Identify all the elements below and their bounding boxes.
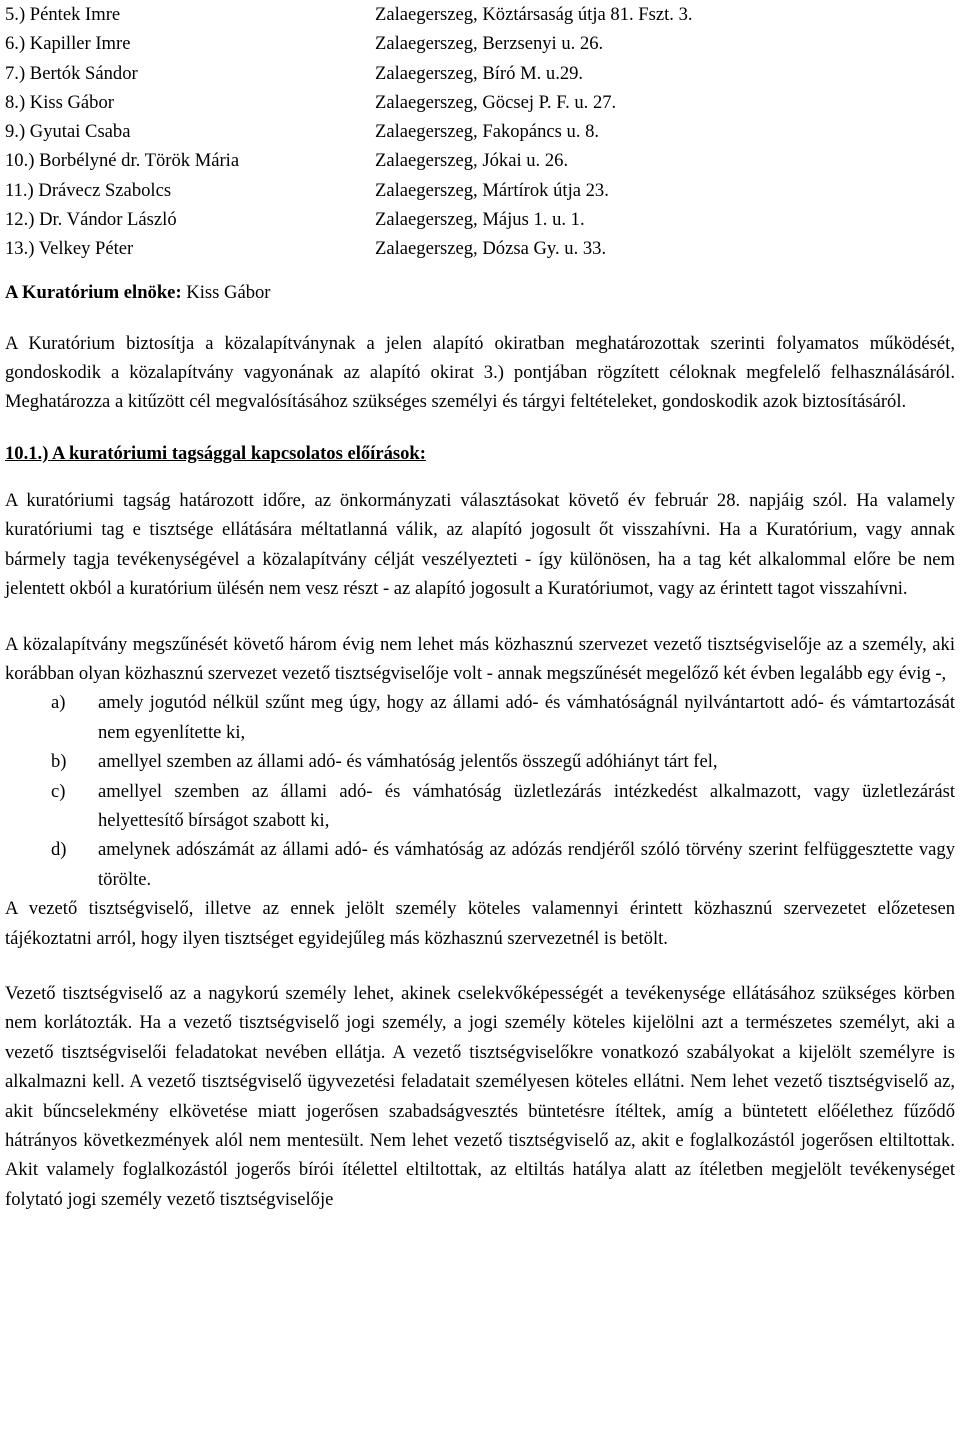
member-address: Zalaegerszeg, Köztársaság útja 81. Fszt. 3. — [375, 4, 693, 25]
member-name: 12.) Dr. Vándor László — [5, 209, 177, 231]
president-line — [5, 278, 955, 307]
member-row — [5, 88, 955, 117]
member-row — [5, 117, 955, 146]
condition-list — [5, 688, 955, 894]
list-item — [5, 747, 955, 776]
member-list — [5, 0, 955, 264]
dissolution-intro-paragraph: A közalapítvány megszűnését követő három évig nem lehet más közhasznú szervezet vezető tisztségviselője az a személy, aki korábban olyan közhasznú szervezet vezető tisztségviselője volt - annak megszűnését megelőző két évben legalább egy évig -, — [5, 633, 955, 684]
list-item-text: amellyel szemben az állami adó- és vámhatóság jelentős összegű adóhiányt tárt fel, — [98, 751, 718, 773]
board-paragraph: A Kuratórium biztosítja a közalapítványnak a jelen alapító okiratban meghatározottak szerinti folyamatos működését, gondoskodik a közalapítvány vagyonának az alapító okirat 3.) pontjában rögzített céloknak megfelelő felhasználásáról. Meghatározza a kitűzött cél megvalósításához szükséges személyi és tárgyi feltételeket, gondoskodik azok biztosításáról. — [5, 332, 955, 413]
member-address: Zalaegerszeg, Bíró M. u.29. — [375, 62, 584, 84]
list-item-text: amellyel szemben az állami adó- és vámhatóság üzletlezárás intézkedést alkalmazott, vagy üzletlezárást helyettesítő bírságot szabott ki, — [98, 780, 955, 831]
member-address: Zalaegerszeg, Fakopáncs u. 8. — [375, 121, 600, 143]
member-name: 6.) Kapiller Imre — [5, 33, 131, 55]
list-item-label: c) — [51, 780, 66, 802]
member-name: 5.) Péntek Imre — [5, 4, 121, 25]
list-item — [5, 688, 955, 747]
list-item-text: amely jogutód nélkül szűnt meg úgy, hogy az állami adó- és vámhatóságnál nyilvántartott adó- és vámtartozását nem egyenlítette ki, — [98, 692, 955, 743]
member-row — [5, 234, 955, 263]
member-row — [5, 59, 955, 88]
member-address: Zalaegerszeg, Május 1. u. 1. — [375, 209, 585, 231]
member-address: Zalaegerszeg, Jókai u. 26. — [375, 150, 569, 172]
list-item-label: a) — [51, 692, 66, 714]
member-row — [5, 29, 955, 58]
member-name: 10.) Borbélyné dr. Török Mária — [5, 150, 240, 172]
member-name: 11.) Drávecz Szabolcs — [5, 179, 172, 201]
member-name: 8.) Kiss Gábor — [5, 91, 114, 113]
member-row — [5, 176, 955, 205]
list-item — [5, 835, 955, 894]
inform-paragraph: A vezető tisztségviselő, illetve az ennek jelölt személy köteles valamennyi érintett közhasznú szervezetet előzetesen tájékoztatni arról, hogy ilyen tisztséget egyidejűleg más közhasznú szervezetnél is betölt. — [5, 898, 955, 949]
member-name: 7.) Bertók Sándor — [5, 62, 138, 84]
member-row — [5, 205, 955, 234]
member-row — [5, 146, 955, 175]
list-item-label: d) — [51, 839, 67, 861]
membership-paragraph: A kuratóriumi tagság határozott időre, az önkormányzati választásokat követő év február 28. napjáig szól. Ha valamely kuratóriumi tag e tisztsége ellátására méltatlanná válik, az alapító jogosult őt visszahívni. Ha a Kuratórium, vagy annak bármely tagja tevékenységével a közalapítvány célját veszélyezteti - így különösen, ha a tag két alkalommal előre be nem jelentett okból a kuratórium ülésén nem vesz részt - az alapító jogosult a Kuratóriumot, vagy az érintett tagot visszahívni. — [5, 489, 955, 600]
list-item-text: amelynek adószámát az állami adó- és vámhatóság az adózás rendjéről szóló törvény szerint felfüggesztette vagy törölte. — [98, 839, 955, 890]
member-row — [5, 0, 955, 29]
eligibility-paragraph: Vezető tisztségviselő az a nagykorú személy lehet, akinek cselekvőképességét a tevékenysége ellátásához szükséges körben nem korlátozták. Ha a vezető tisztségviselő jogi személy, a jogi személy köteles kijelölni azt a természetes személyt, aki a vezető tisztségviselői feladatokat nevében ellátja. A vezető tisztségviselőkre vonatkozó szabályokat a kijelölt személyre is alkalmazni kell. A vezető tisztségviselő ügyvezetési feladatait személyesen köteles ellátni. Nem lehet vezető tisztségviselő az, akit bűncselekmény elkövetése miatt jogerősen szabadságvesztés büntetésre ítéltek, amíg a büntetett előélethez fűződő hátrányos következmények alól nem mentesült. Nem lehet vezető tisztségviselő az, akit e foglalkozástól jogerősen eltiltottak. Akit valamely foglalkozástól jogerős bírói ítélettel eltiltottak, az eltiltás hatálya alatt az ítéletben megjelölt tevékenységet folytató jogi személy vezető tisztségviselője — [5, 982, 955, 1210]
member-address: Zalaegerszeg, Mártírok útja 23. — [375, 179, 609, 201]
member-address: Zalaegerszeg, Dózsa Gy. u. 33. — [375, 238, 607, 260]
list-item — [5, 777, 955, 836]
member-address: Zalaegerszeg, Göcsej P. F. u. 27. — [375, 91, 617, 113]
president-name: Kiss Gábor — [186, 281, 271, 303]
document-page — [5, 0, 955, 1214]
member-name: 9.) Gyutai Csaba — [5, 121, 131, 143]
president-label: A Kuratórium elnöke: — [5, 281, 182, 303]
section-heading: 10.1.) A kuratóriumi tagsággal kapcsolatos előírások: — [5, 442, 426, 464]
member-name: 13.) Velkey Péter — [5, 238, 134, 260]
member-address: Zalaegerszeg, Berzsenyi u. 26. — [375, 33, 604, 55]
list-item-label: b) — [51, 751, 67, 773]
